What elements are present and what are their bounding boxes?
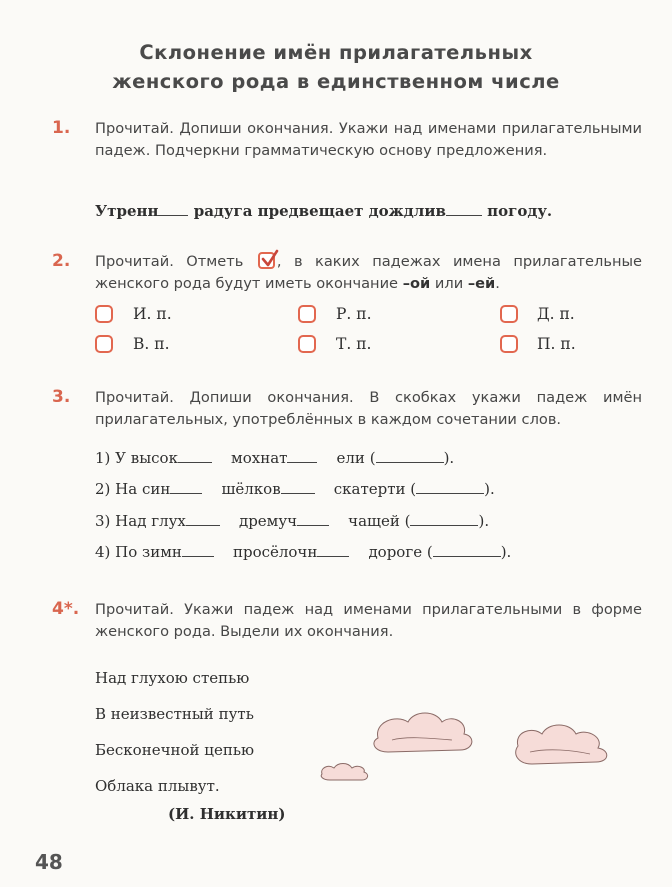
row-word-2: просёлочн [232, 543, 318, 561]
answer-blank[interactable] [281, 492, 315, 494]
answer-blank[interactable] [182, 555, 214, 557]
ending-ej: –ей [467, 275, 496, 292]
row-close: ). [478, 512, 490, 530]
task-1-number: 1. [52, 118, 71, 138]
case-blank[interactable] [376, 461, 444, 463]
title-line-1: Склонение имён прилагательных [139, 41, 533, 64]
row-word-1: 2) На син [95, 480, 171, 498]
task-3-row [95, 512, 489, 530]
poem-line-4: Облака плывут. [95, 777, 220, 795]
sentence-part-1: Утренн [95, 202, 159, 220]
instruction-part-b: , в каких падежах имена прилагательные женского рода будут иметь окончание [95, 253, 642, 292]
row-word-2: шёлков [221, 480, 281, 498]
row-word-1: 4) По зимн [95, 543, 182, 561]
task-1-instruction: Прочитай. Допиши окончания. Укажи над именами прилагательными падеж. Подчеркни грамматическую основу предложения. [95, 120, 642, 159]
task-3-instruction: Прочитай. Допиши окончания. В скобках укажи падеж имён прилагательных, употреблённых в каждом сочетании слов. [95, 389, 642, 428]
case-blank[interactable] [410, 524, 478, 526]
case-blank[interactable] [433, 555, 501, 557]
task-3-row [95, 543, 511, 561]
row-word-3: скатерти ( [333, 480, 417, 498]
clouds-illustration [318, 700, 648, 790]
option-dat-p: Д. п. [537, 305, 575, 323]
page-title [0, 38, 672, 96]
poem-author: (И. Никитин) [168, 805, 286, 823]
answer-blank[interactable] [297, 524, 329, 526]
option-tv-p: Т. п. [336, 335, 372, 353]
checkbox-rod-p[interactable] [298, 305, 316, 323]
task-3-number: 3. [52, 387, 71, 407]
answer-blank[interactable] [446, 214, 482, 216]
row-word-2: мохнат [231, 449, 288, 467]
row-word-1: 3) Над глух [95, 512, 186, 530]
checkbox-im-p[interactable] [95, 305, 113, 323]
checkbox-vin-p[interactable] [95, 335, 113, 353]
connector: или [434, 275, 464, 292]
checkmark-icon [258, 252, 275, 269]
sentence-part-2: радуга предвещает дождлив [193, 202, 446, 220]
poem-line-3: Бесконечной цепью [95, 741, 255, 759]
row-close: ). [484, 480, 495, 498]
ending-oj: –ой [402, 275, 431, 292]
answer-blank[interactable] [178, 461, 212, 463]
poem-line-2: В неизвестный путь [95, 705, 254, 723]
row-close: ). [443, 449, 455, 467]
instruction-part-a: Прочитай. Отметь [95, 253, 244, 270]
title-line-2: женского рода в единственном числе [112, 70, 560, 93]
option-pr-p: П. п. [537, 335, 576, 353]
row-word-3: дороге ( [368, 543, 433, 561]
checkbox-dat-p[interactable] [500, 305, 518, 323]
task-4-instruction: Прочитай. Укажи падеж над именами прилагательными в форме женского рода. Выдели их окончания. [95, 601, 642, 640]
task-3-row [95, 449, 454, 467]
task-2-number: 2. [52, 251, 71, 271]
answer-blank[interactable] [186, 524, 220, 526]
sentence-part-3: погоду. [487, 202, 553, 220]
option-vin-p: В. п. [133, 335, 170, 353]
row-word-2: дремуч [238, 512, 298, 530]
checkbox-pr-p[interactable] [500, 335, 518, 353]
row-word-1: 1) У высок [95, 449, 178, 467]
answer-blank[interactable] [170, 492, 202, 494]
poem-line-1: Над глухою степью [95, 669, 250, 687]
checkbox-tv-p[interactable] [298, 335, 316, 353]
answer-blank[interactable] [317, 555, 349, 557]
answer-blank[interactable] [158, 214, 188, 216]
answer-blank[interactable] [287, 461, 317, 463]
row-word-3: чащей ( [348, 512, 411, 530]
task-3-row [95, 480, 495, 498]
page-number: 48 [35, 850, 63, 874]
row-close: ). [500, 543, 512, 561]
task-4-number: 4*. [52, 599, 80, 619]
option-im-p: И. п. [133, 305, 172, 323]
row-word-3: ели ( [336, 449, 376, 467]
task-1-sentence [95, 202, 552, 220]
case-blank[interactable] [416, 492, 484, 494]
task-2-instruction: Прочитай. Отметь , в каких падежах имена прилагательные женского рода будут иметь окончание –ой или –ей. [95, 253, 642, 292]
option-rod-p: Р. п. [336, 305, 372, 323]
